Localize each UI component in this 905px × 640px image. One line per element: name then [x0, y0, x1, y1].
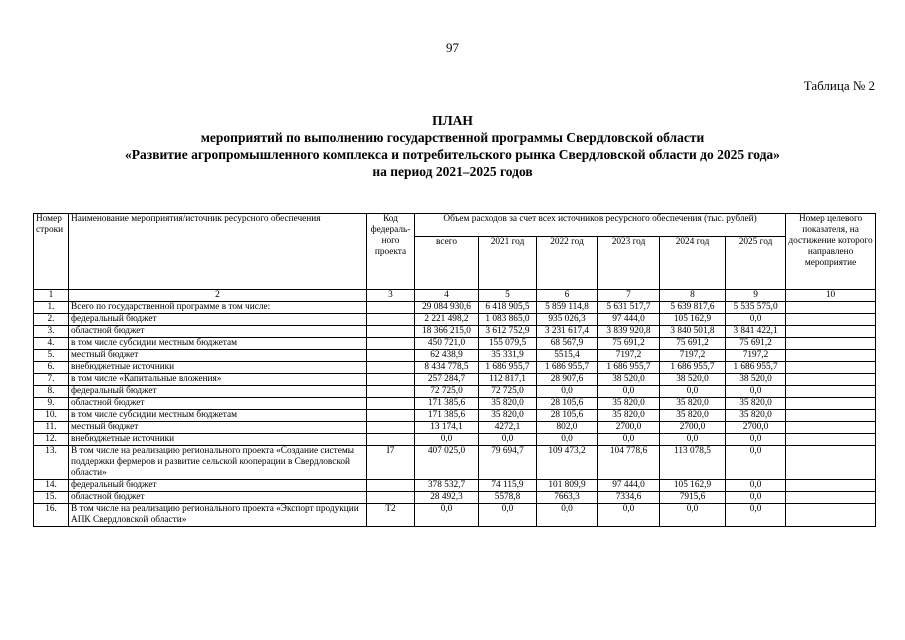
year-2023-cell: 35 820,0	[598, 410, 660, 422]
row-name-cell: федеральный бюджет	[69, 314, 367, 326]
table-row	[34, 302, 876, 314]
year-2022-cell: 5 859 114,8	[537, 302, 598, 314]
table-row	[34, 326, 876, 338]
column-number: 3	[367, 290, 415, 302]
target-indicator-cell	[786, 362, 876, 374]
plan-table	[33, 213, 876, 527]
column-number: 5	[479, 290, 537, 302]
total-cell: 2 221 498,2	[415, 314, 479, 326]
year-2025-cell: 0,0	[726, 492, 786, 504]
target-indicator-cell	[786, 326, 876, 338]
row-name-cell: Всего по государственной программе в том числе:	[69, 302, 367, 314]
year-2022-cell: 5515,4	[537, 350, 598, 362]
year-2021-cell: 1 083 865,0	[479, 314, 537, 326]
row-number-cell: 8.	[34, 386, 69, 398]
total-cell: 257 284,7	[415, 374, 479, 386]
year-2021-cell: 0,0	[479, 504, 537, 527]
project-code-cell	[367, 480, 415, 492]
row-name-cell: местный бюджет	[69, 350, 367, 362]
table-row	[34, 398, 876, 410]
target-indicator-cell	[786, 374, 876, 386]
year-2023-cell: 75 691,2	[598, 338, 660, 350]
row-name-cell: областной бюджет	[69, 326, 367, 338]
plan-table-body	[34, 302, 876, 527]
year-2021-cell: 1 686 955,7	[479, 362, 537, 374]
year-2021-cell: 35 331,9	[479, 350, 537, 362]
column-number: 2	[69, 290, 367, 302]
header-2024: 2024 год	[660, 237, 726, 290]
target-indicator-cell	[786, 504, 876, 527]
year-2022-cell: 68 567,9	[537, 338, 598, 350]
year-2023-cell: 0,0	[598, 386, 660, 398]
year-2023-cell: 2700,0	[598, 422, 660, 434]
target-indicator-cell	[786, 446, 876, 480]
year-2022-cell: 0,0	[537, 386, 598, 398]
row-number-cell: 3.	[34, 326, 69, 338]
year-2024-cell: 2700,0	[660, 422, 726, 434]
row-number-cell: 7.	[34, 374, 69, 386]
year-2024-cell: 105 162,9	[660, 480, 726, 492]
year-2023-cell: 5 631 517,7	[598, 302, 660, 314]
target-indicator-cell	[786, 350, 876, 362]
table-row	[34, 374, 876, 386]
target-indicator-cell	[786, 386, 876, 398]
year-2024-cell: 7915,6	[660, 492, 726, 504]
total-cell: 450 721,0	[415, 338, 479, 350]
project-code-cell: I7	[367, 446, 415, 480]
table-row	[34, 422, 876, 434]
year-2025-cell: 35 820,0	[726, 410, 786, 422]
year-2022-cell: 0,0	[537, 504, 598, 527]
header-expense-volume: Объем расходов за счет всех источников ресурсного обеспечения (тыс. рублей)	[415, 214, 786, 237]
table-label: Таблица № 2	[803, 78, 875, 93]
project-code-cell	[367, 422, 415, 434]
row-number-cell: 9.	[34, 398, 69, 410]
project-code-cell	[367, 410, 415, 422]
row-name-cell: внебюджетные источники	[69, 434, 367, 446]
document-title	[0, 112, 905, 180]
year-2023-cell: 0,0	[598, 504, 660, 527]
column-number: 1	[34, 290, 69, 302]
row-number-cell: 12.	[34, 434, 69, 446]
year-2025-cell: 0,0	[726, 446, 786, 480]
year-2021-cell: 112 817,1	[479, 374, 537, 386]
row-name-cell: федеральный бюджет	[69, 480, 367, 492]
year-2021-cell: 4272,1	[479, 422, 537, 434]
project-code-cell	[367, 338, 415, 350]
year-2022-cell: 28 907,6	[537, 374, 598, 386]
year-2025-cell: 5 535 575,0	[726, 302, 786, 314]
row-name-cell: федеральный бюджет	[69, 386, 367, 398]
column-number: 8	[660, 290, 726, 302]
table-row	[34, 386, 876, 398]
year-2021-cell: 5578,8	[479, 492, 537, 504]
row-number-cell: 16.	[34, 504, 69, 527]
year-2024-cell: 3 840 501,8	[660, 326, 726, 338]
year-2024-cell: 0,0	[660, 386, 726, 398]
header-row-number: Номер строки	[34, 214, 69, 290]
row-name-cell: В том числе на реализацию регионального проекта «Экспорт продукции АПК Свердловской области»	[69, 504, 367, 527]
total-cell: 18 366 215,0	[415, 326, 479, 338]
year-2024-cell: 38 520,0	[660, 374, 726, 386]
row-number-cell: 13.	[34, 446, 69, 480]
year-2022-cell: 0,0	[537, 434, 598, 446]
row-number-cell: 15.	[34, 492, 69, 504]
project-code-cell: T2	[367, 504, 415, 527]
target-indicator-cell	[786, 492, 876, 504]
project-code-cell	[367, 398, 415, 410]
row-number-cell: 10.	[34, 410, 69, 422]
year-2025-cell: 35 820,0	[726, 398, 786, 410]
row-number-cell: 11.	[34, 422, 69, 434]
year-2023-cell: 38 520,0	[598, 374, 660, 386]
row-number-cell: 4.	[34, 338, 69, 350]
row-name-cell: областной бюджет	[69, 492, 367, 504]
year-2021-cell: 72 725,0	[479, 386, 537, 398]
year-2021-cell: 35 820,0	[479, 410, 537, 422]
project-code-cell	[367, 492, 415, 504]
year-2021-cell: 74 115,9	[479, 480, 537, 492]
column-number: 6	[537, 290, 598, 302]
column-number-row	[34, 290, 876, 302]
title-line-4: на период 2021–2025 годов	[372, 164, 533, 179]
project-code-cell	[367, 302, 415, 314]
target-indicator-cell	[786, 434, 876, 446]
page-number: 97	[446, 40, 459, 55]
year-2021-cell: 0,0	[479, 434, 537, 446]
project-code-cell	[367, 386, 415, 398]
year-2023-cell: 3 839 920,8	[598, 326, 660, 338]
header-2025: 2025 год	[726, 237, 786, 290]
year-2024-cell: 1 686 955,7	[660, 362, 726, 374]
title-line-3: «Развитие агропромышленного комплекса и потребительского рынка Свердловской области до 2025 года»	[125, 147, 780, 162]
header-name: Наименование мероприятия/источник ресурсного обеспечения	[69, 214, 367, 290]
year-2022-cell: 1 686 955,7	[537, 362, 598, 374]
row-number-cell: 5.	[34, 350, 69, 362]
year-2022-cell: 109 473,2	[537, 446, 598, 480]
year-2024-cell: 105 162,9	[660, 314, 726, 326]
year-2025-cell: 2700,0	[726, 422, 786, 434]
year-2024-cell: 0,0	[660, 434, 726, 446]
year-2025-cell: 1 686 955,7	[726, 362, 786, 374]
year-2021-cell: 35 820,0	[479, 398, 537, 410]
year-2021-cell: 6 418 905,5	[479, 302, 537, 314]
table-row	[34, 446, 876, 480]
target-indicator-cell	[786, 480, 876, 492]
total-cell: 0,0	[415, 434, 479, 446]
row-name-cell: в том числе «Капитальные вложения»	[69, 374, 367, 386]
row-name-cell: в том числе субсидии местным бюджетам	[69, 338, 367, 350]
project-code-cell	[367, 326, 415, 338]
year-2025-cell: 0,0	[726, 480, 786, 492]
header-2022: 2022 год	[537, 237, 598, 290]
total-cell: 29 084 930,6	[415, 302, 479, 314]
project-code-cell	[367, 374, 415, 386]
header-2021: 2021 год	[479, 237, 537, 290]
table-row	[34, 410, 876, 422]
header-2023: 2023 год	[598, 237, 660, 290]
row-number-cell: 14.	[34, 480, 69, 492]
total-cell: 378 532,7	[415, 480, 479, 492]
row-number-cell: 1.	[34, 302, 69, 314]
column-number: 9	[726, 290, 786, 302]
year-2021-cell: 79 694,7	[479, 446, 537, 480]
year-2024-cell: 113 078,5	[660, 446, 726, 480]
year-2025-cell: 0,0	[726, 386, 786, 398]
column-number: 4	[415, 290, 479, 302]
year-2023-cell: 7197,2	[598, 350, 660, 362]
year-2025-cell: 0,0	[726, 314, 786, 326]
total-cell: 407 025,0	[415, 446, 479, 480]
target-indicator-cell	[786, 398, 876, 410]
year-2021-cell: 3 612 752,9	[479, 326, 537, 338]
year-2023-cell: 104 778,6	[598, 446, 660, 480]
year-2022-cell: 28 105,6	[537, 410, 598, 422]
project-code-cell	[367, 434, 415, 446]
total-cell: 171 385,6	[415, 410, 479, 422]
year-2024-cell: 35 820,0	[660, 410, 726, 422]
year-2022-cell: 7663,3	[537, 492, 598, 504]
project-code-cell	[367, 350, 415, 362]
year-2024-cell: 35 820,0	[660, 398, 726, 410]
year-2024-cell: 0,0	[660, 504, 726, 527]
row-name-cell: в том числе субсидии местным бюджетам	[69, 410, 367, 422]
year-2025-cell: 0,0	[726, 434, 786, 446]
title-line-2: мероприятий по выполнению государственной программы Свердловской области	[200, 130, 705, 145]
target-indicator-cell	[786, 410, 876, 422]
year-2024-cell: 75 691,2	[660, 338, 726, 350]
column-number: 10	[786, 290, 876, 302]
table-row	[34, 362, 876, 374]
year-2022-cell: 28 105,6	[537, 398, 598, 410]
total-cell: 13 174,1	[415, 422, 479, 434]
header-target-indicator: Номер целевого показателя, на достижение которого направлено мероприятие	[786, 214, 876, 290]
target-indicator-cell	[786, 338, 876, 350]
table-row	[34, 504, 876, 527]
year-2025-cell: 7197,2	[726, 350, 786, 362]
header-project-code: Код федераль-ного проекта	[367, 214, 415, 290]
year-2022-cell: 802,0	[537, 422, 598, 434]
target-indicator-cell	[786, 314, 876, 326]
total-cell: 62 438,9	[415, 350, 479, 362]
table-row	[34, 492, 876, 504]
title-line-1: ПЛАН	[432, 113, 473, 128]
year-2022-cell: 3 231 617,4	[537, 326, 598, 338]
table-row	[34, 434, 876, 446]
year-2023-cell: 97 444,0	[598, 314, 660, 326]
total-cell: 72 725,0	[415, 386, 479, 398]
year-2023-cell: 7334,6	[598, 492, 660, 504]
year-2023-cell: 1 686 955,7	[598, 362, 660, 374]
target-indicator-cell	[786, 302, 876, 314]
target-indicator-cell	[786, 422, 876, 434]
row-name-cell: местный бюджет	[69, 422, 367, 434]
year-2025-cell: 38 520,0	[726, 374, 786, 386]
year-2022-cell: 935 026,3	[537, 314, 598, 326]
table-row	[34, 350, 876, 362]
total-cell: 28 492,3	[415, 492, 479, 504]
year-2023-cell: 97 444,0	[598, 480, 660, 492]
total-cell: 171 385,6	[415, 398, 479, 410]
row-name-cell: внебюджетные источники	[69, 362, 367, 374]
row-number-cell: 6.	[34, 362, 69, 374]
year-2023-cell: 0,0	[598, 434, 660, 446]
year-2025-cell: 0,0	[726, 504, 786, 527]
year-2021-cell: 155 079,5	[479, 338, 537, 350]
project-code-cell	[367, 314, 415, 326]
total-cell: 0,0	[415, 504, 479, 527]
year-2022-cell: 101 809,9	[537, 480, 598, 492]
header-total: всего	[415, 237, 479, 290]
column-number: 7	[598, 290, 660, 302]
year-2025-cell: 75 691,2	[726, 338, 786, 350]
year-2024-cell: 7197,2	[660, 350, 726, 362]
year-2025-cell: 3 841 422,1	[726, 326, 786, 338]
row-name-cell: областной бюджет	[69, 398, 367, 410]
table-row	[34, 338, 876, 350]
table-row	[34, 314, 876, 326]
year-2023-cell: 35 820,0	[598, 398, 660, 410]
project-code-cell	[367, 362, 415, 374]
total-cell: 8 434 778,5	[415, 362, 479, 374]
year-2024-cell: 5 639 817,6	[660, 302, 726, 314]
row-name-cell: В том числе на реализацию регионального проекта «Создание системы поддержки фермеров и развитие сельской кооперации в Свердловской области»	[69, 446, 367, 480]
table-row	[34, 480, 876, 492]
row-number-cell: 2.	[34, 314, 69, 326]
